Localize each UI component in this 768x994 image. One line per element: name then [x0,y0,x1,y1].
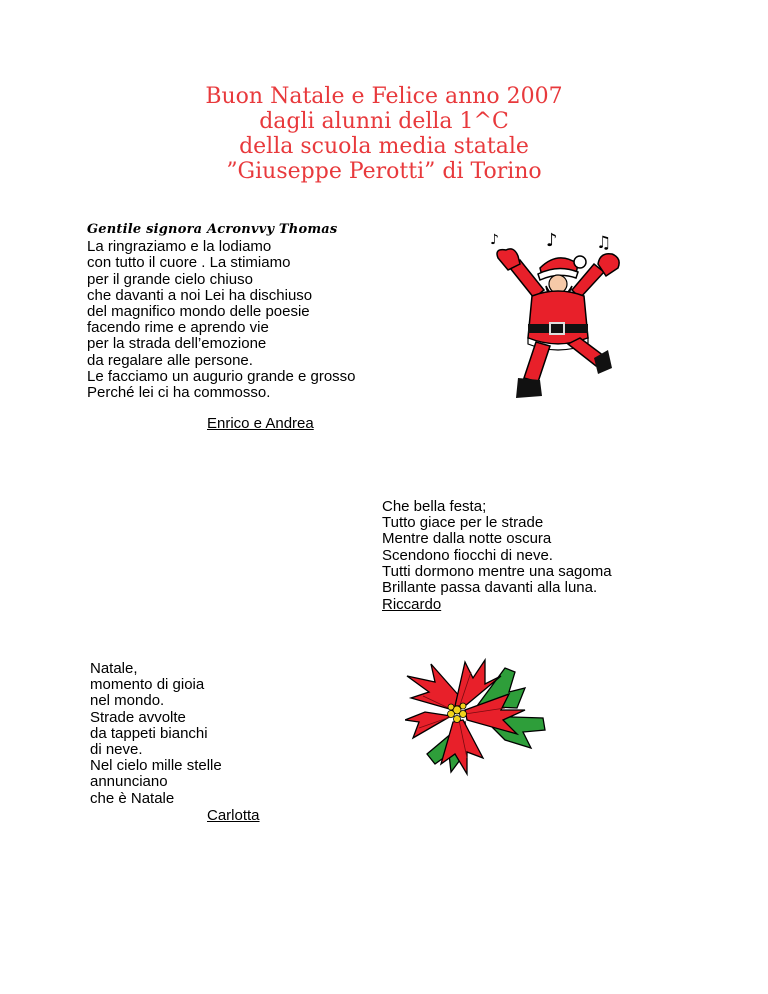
signature-enrico-andrea: Enrico e Andrea [207,415,314,432]
poem-line: nel mondo. [90,692,165,710]
poem-line: Perché lei ci ha commosso. [87,384,271,402]
svg-text:♪: ♪ [490,232,499,248]
signature-carlotta: Carlotta [207,807,260,824]
poem-line: Nel cielo mille stelle [90,757,222,775]
poem-line: con tutto il cuore . La stimiamo [87,254,291,272]
poinsettia-clipart-icon [405,658,555,778]
poem-line: da regalare alle persone. [87,351,253,369]
santa-clipart-icon [488,228,628,408]
poem-enrico-andrea [87,222,356,401]
poem-line: Mentre dalla notte oscura [382,530,552,548]
poem-riccardo [382,499,612,596]
poem-line: che è Natale [90,789,175,807]
title-line-1: Buon Natale e Felice anno 2007 [205,84,563,109]
poem-line: da tappeti bianchi [90,724,208,742]
poem-carlotta [90,661,222,807]
poem-line: per la strada dell’emozione [87,335,267,353]
poem-line: Tutti dormono mentre una sagoma [382,562,612,580]
svg-text:♫: ♫ [596,233,612,253]
poem-line: Natale, [90,660,138,677]
poem-line: Tutto giace per le strade [382,514,544,532]
poem-line: momento di gioia [90,676,205,694]
title-line-2: dagli alunni della 1^C [259,109,509,134]
poem-line: facendo rime e aprendo vie [87,319,269,337]
title-line-4: ”Giuseppe Perotti” di Torino [226,159,542,184]
signature-riccardo: Riccardo [382,596,442,613]
poem-line: che davanti a noi Lei ha dischiuso [87,286,313,304]
poem-line: Scendono fiocchi di neve. [382,546,553,564]
title-line-3: della scuola media statale [239,134,529,159]
svg-text:♪: ♪ [546,230,558,251]
poem-line: del magnifico mondo delle poesie [87,303,310,321]
poem-greeting: Gentile signora Acronvvy Thomas [87,222,338,237]
poem-line: Brillante passa davanti alla luna. [382,579,598,597]
poem-line: per il grande cielo chiuso [87,270,253,288]
poem-line: La ringraziamo e la lodiamo [87,238,272,256]
poem-line: Che bella festa; [382,498,487,515]
poem-line: di neve. [90,741,143,759]
poem-line: annunciano [90,773,168,791]
poem-line: Strade avvolte [90,708,186,726]
poem-line: Le facciamo un augurio grande e grosso [87,367,356,385]
document-title [0,84,768,184]
